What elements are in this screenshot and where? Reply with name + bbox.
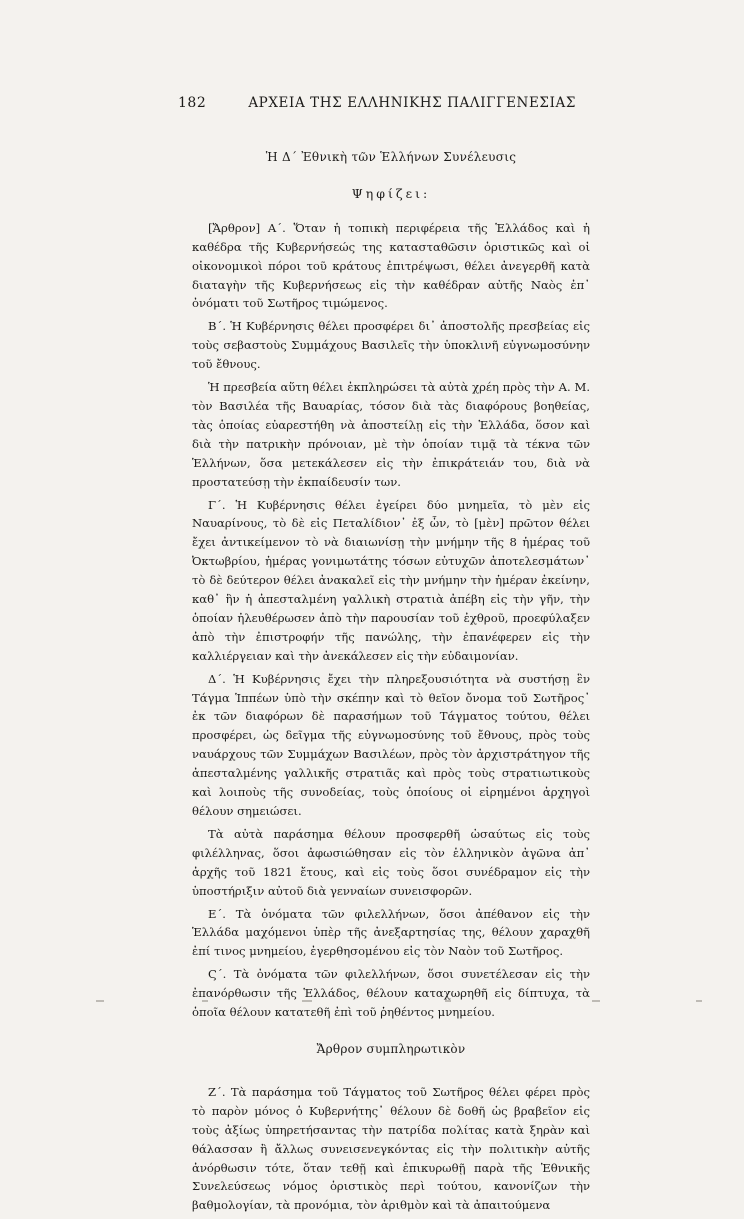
scan-edge-marks — [90, 1000, 710, 1010]
scan-mark — [202, 1000, 208, 1002]
document-body — [192, 148, 590, 1219]
article-7: Ζ΄. Τὰ παράσημα τοῦ Τάγματος τοῦ Σωτῆρος θέλει φέρει πρὸς τὸ παρὸν μόνος ὁ Κυβερνήτης᾿ θέλουν δὲ δοθῆ ὡς βραβεῖον εἰς τοὺς ἀξίως ὑπηρετήσαντας τὴν πατρίδα πολίτας κατὰ ξηρὰν καὶ θάλασσαν ἢ ἄλλως συνεισενεγκόντας εἰς τὴν πολιτικὴν αὐτῆς ἀνόρθωσιν τότε, ὅταν τεθῇ καὶ ἐπικυρωθῇ παρὰ τῆς Ἐθνικῆς Συνελεύσεως νόμος ὁριστικὸς περὶ τούτου, κανονίζων τὴν βαθμολογίαν, τὰ προνόμια, τὸν ἀριθμὸν καὶ τὰ ἀπαιτούμενα — [192, 1084, 590, 1213]
article-1: [Ἄρθρον] Α΄. Ὅταν ἡ τοπικὴ περιφέρεια τῆς Ἑλλάδος καὶ ἡ καθέδρα τῆς Κυβερνήσεώς της κατασταθῶσιν ὁριστικῶς καὶ οἱ οἰκονομικοὶ πόροι τοῦ κράτους ἐπιτρέψωσι, θέλει ἀνεγερθῆ κατὰ διαταγὴν τῆς Κυβερνήσεως εἰς τὴν καθέδραν αὐτῆς Ναὸς ἐπ᾿ ὀνόματι τοῦ Σωτῆρος τιμώμενος. — [192, 220, 590, 311]
decree-label: Ψηφίζει: — [351, 185, 431, 201]
page-number: 182 — [178, 95, 207, 111]
scan-mark — [445, 1000, 451, 1002]
scan-mark — [302, 1000, 312, 1002]
running-title: ΑΡΧΕΙΑ ΤΗΣ ΕΛΛΗΝΙΚΗΣ ΠΑΛΙΓΓΕΝΕΣΙΑΣ — [248, 95, 576, 111]
scan-mark — [592, 1000, 600, 1002]
article-4: Δ΄. Ἡ Κυβέρνησις ἔχει τὴν πληρεξουσιότητα νὰ συστήσῃ ἓν Τάγμα Ἱππέων ὑπὸ τὴν σκέπην καὶ τὸ θεῖον ὄνομα τοῦ Σωτῆρος᾿ ἐκ τῶν διαφόρων δὲ παρασήμων τοῦ Τάγματος τούτου, θέλει προσφέρει, ὡς δεῖγμα τῆς εὐγνωμοσύνης τοῦ ἔθνους, πρὸς τοὺς ναυάρχους τῶν Συμμάχων Βασιλέων, πρὸς τὸν ἀρχιστράτηγον τῆς ἀπεσταλμένης γαλλικῆς στρατιᾶς καὶ πρὸς τοὺς στρατιωτικοὺς καὶ λοιποὺς τῆς συνοδείας, τοὺς ὁποίους οἱ εἰρημένοι ἀρχηγοὶ θέλουν σημειώσει. — [192, 671, 590, 818]
assembly-title: Ἡ Δ΄ Ἐθνικὴ τῶν Ἑλλήνων Συνέλευσις — [265, 150, 517, 164]
scan-mark — [696, 1000, 702, 1002]
article-2-embassy: Ἡ πρεσβεία αὕτη θέλει ἐκπληρώσει τὰ αὐτὰ χρέη πρὸς τὴν Α. Μ. τὸν Βασιλέα τῆς Βαυαρίας, τόσον διὰ τὰς διαφόρους βοηθείας, τὰς ὁποίας εὐαρεστήθη νὰ ἀποστείλῃ εἰς τὴν Ἑλλάδα, ὅσον καὶ διὰ τὴν πατρικὴν πρόνοιαν, μὲ τὴν ὁποίαν τιμᾷ τὰ τέκνα τῶν Ἑλλήνων, ὅσα μετεκάλεσεν εἰς τὴν ἐπικράτειάν του, διὰ νὰ προστατεύσῃ τὴν ἐκπαίδευσίν των. — [192, 380, 590, 489]
article-4-philhellenes: Τὰ αὐτὰ παράσημα θέλουν προσφερθῆ ὡσαύτως εἰς τοὺς φιλέλληνας, ὅσοι ἀφωσιώθησαν εἰς τὸν ἑλληνικὸν ἀγῶνα ἀπ᾿ ἀρχῆς τοῦ 1821 ἔτους, καὶ εἰς τοὺς ὅσοι συνέδραμον εἰς τὴν ὑποστήριξιν αὐτοῦ διὰ γενναίων συνεισφορῶν. — [192, 826, 590, 898]
page-header — [178, 95, 576, 115]
article-2: Β΄. Ἡ Κυβέρνησις θέλει προσφέρει δι᾿ ἀποστολῆς πρεσβείας εἰς τοὺς σεβαστοὺς Συμμάχους Βασιλεῖς τὴν ὑποκλινῆ εὐγνωμοσύνην τοῦ ἔθνους. — [192, 319, 590, 372]
article-3: Γ΄. Ἡ Κυβέρνησις θέλει ἐγείρει δύο μνημεῖα, τὸ μὲν εἰς Ναυαρίνους, τὸ δὲ εἰς Πεταλίδιον᾿ ἐξ ὧν, τὸ [μὲν] πρῶτον θέλει ἔχει ἀντικείμενον τὸ νὰ διαιωνίσῃ τὴν μνήμην τῆς 8 ἡμέρας τοῦ Ὀκτωβρίου, ἡμέρας γονιμωτάτης τόσων εὐτυχῶν ἀποτελεσμάτων᾿ τὸ δὲ δεύτερον θέλει ἀνακαλεῖ εἰς τὴν μνήμην τὴν ἡμέραν ἐκείνην, καθ᾿ ἣν ἡ ἀπεσταλμένη γαλλικὴ στρατιὰ ἀπέβη εἰς τὴν γῆν, τὴν ὁποίαν ἠλευθέρωσεν ἀπὸ τὴν παρουσίαν τοῦ ἐχθροῦ, προεφύλαξεν ἀπὸ τὴν ἐπιστροφήν τῆς πανώλης, τὴν ἐπανέφερεν εἰς τὴν καλλιέργειαν καὶ τὴν ἀνεκάλεσεν εἰς τὴν εὐδαιμονίαν. — [192, 497, 590, 663]
supplementary-heading: Ἄρθρον συμπληρωτικὸν — [316, 1041, 466, 1056]
article-5: Ε΄. Τὰ ὀνόματα τῶν φιλελλήνων, ὅσοι ἀπέθανον εἰς τὴν Ἑλλάδα μαχόμενοι ὑπὲρ τῆς ἀνεξαρτησίας της, θέλουν χαραχθῆ ἐπί τινος μνημείου, ἐγερθησομένου εἰς τὸν Ναὸν τοῦ Σωτῆρος. — [192, 906, 590, 959]
scan-mark — [96, 1000, 104, 1002]
article-6: Ϛ΄. Τὰ ὀνόματα τῶν φιλελλήνων, ὅσοι συνετέλεσαν εἰς τὴν ἐπανόρθωσιν τῆς Ἑλλάδος, θέλουν καταχωρηθῆ εἰς δίπτυχα, τὰ ὁποῖα θέλουν κατατεθῆ ἐπὶ τοῦ ῥηθέντος μνημείου. — [192, 967, 590, 1020]
